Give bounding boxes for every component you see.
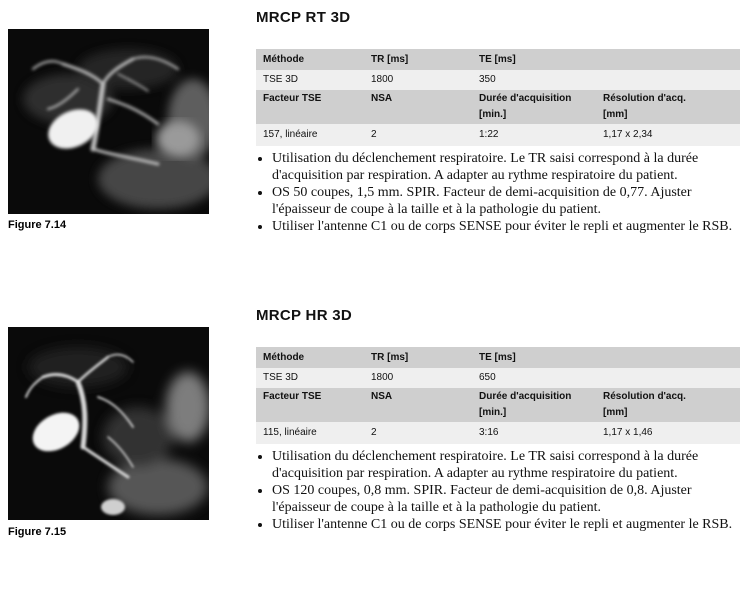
parameters-table (256, 49, 740, 146)
parameters-table (256, 347, 740, 444)
header-cell: TE [ms] (472, 49, 596, 70)
value-cell: TSE 3D (256, 70, 364, 90)
header-cell (596, 49, 740, 70)
value-row (256, 422, 740, 444)
header-cell: Méthode (256, 347, 364, 368)
notes-list (256, 449, 740, 534)
value-cell: 2 (364, 124, 472, 146)
value-cell: 2 (364, 422, 472, 444)
header-cell: NSA (364, 90, 472, 124)
value-cell: 3:16 (472, 422, 596, 444)
note-item: • OS 50 coupes, 1,5 mm. SPIR. Facteur de demi-acquisition de 0,77. Ajuster l'épaisseur de coupe à la taille et à la pathologie du patient. (272, 185, 740, 218)
header-cell (596, 347, 740, 368)
header-cell: Durée d'acquisition [min.] (472, 388, 596, 422)
note-item: • Utilisation du déclenchement respiratoire. Le TR saisi correspond à la durée d'acquisition par respiration. A adapter au rythme respiratoire du patient. (272, 449, 740, 482)
mrcp-image-1 (8, 29, 209, 214)
value-cell: TSE 3D (256, 368, 364, 388)
value-cell: 1800 (364, 70, 472, 90)
header-cell: Méthode (256, 49, 364, 70)
value-cell: 157, linéaire (256, 124, 364, 146)
header-row (256, 90, 740, 124)
value-cell: 650 (472, 368, 596, 388)
header-cell: Durée d'acquisition [min.] (472, 90, 596, 124)
notes-list (256, 151, 740, 236)
figure-caption: Figure 7.14 (8, 219, 67, 231)
header-cell: TR [ms] (364, 347, 472, 368)
header-cell: Résolution d'acq. [mm] (596, 90, 740, 124)
mrcp-image-2 (8, 327, 209, 520)
value-cell: 1:22 (472, 124, 596, 146)
protocol-section-hr3d (256, 306, 740, 535)
note-item: • Utilisation du déclenchement respiratoire. Le TR saisi correspond à la durée d'acquisition par respiration. A adapter au rythme respiratoire du patient. (272, 151, 740, 184)
header-cell: Facteur TSE (256, 90, 364, 124)
header-cell: Résolution d'acq. [mm] (596, 388, 740, 422)
header-cell: TR [ms] (364, 49, 472, 70)
header-cell: NSA (364, 388, 472, 422)
note-item: • Utiliser l'antenne C1 ou de corps SENSE pour éviter le repli et augmenter le RSB. (272, 219, 740, 236)
value-row (256, 368, 740, 388)
header-cell: Facteur TSE (256, 388, 364, 422)
protocol-section-rt3d (256, 8, 740, 237)
figure-caption: Figure 7.15 (8, 526, 67, 538)
value-cell: 350 (472, 70, 596, 90)
section-title: MRCP RT 3D (256, 9, 351, 26)
header-row (256, 388, 740, 422)
section-title: MRCP HR 3D (256, 307, 353, 324)
figure-7-14-image (8, 29, 209, 214)
value-cell (596, 368, 740, 388)
note-item: • OS 120 coupes, 0,8 mm. SPIR. Facteur de demi-acquisition de 0,8. Ajuster l'épaisseur de coupe à la taille et à la pathologie du patient. (272, 483, 740, 516)
value-cell: 1,17 x 2,34 (596, 124, 740, 146)
value-cell: 1800 (364, 368, 472, 388)
value-cell (596, 70, 740, 90)
value-row (256, 70, 740, 90)
value-cell: 115, linéaire (256, 422, 364, 444)
note-item: • Utiliser l'antenne C1 ou de corps SENSE pour éviter le repli et augmenter le RSB. (272, 517, 740, 534)
header-row (256, 49, 740, 70)
value-cell: 1,17 x 1,46 (596, 422, 740, 444)
header-cell: TE [ms] (472, 347, 596, 368)
header-row (256, 347, 740, 368)
value-row (256, 124, 740, 146)
figure-7-15-image (8, 327, 209, 520)
